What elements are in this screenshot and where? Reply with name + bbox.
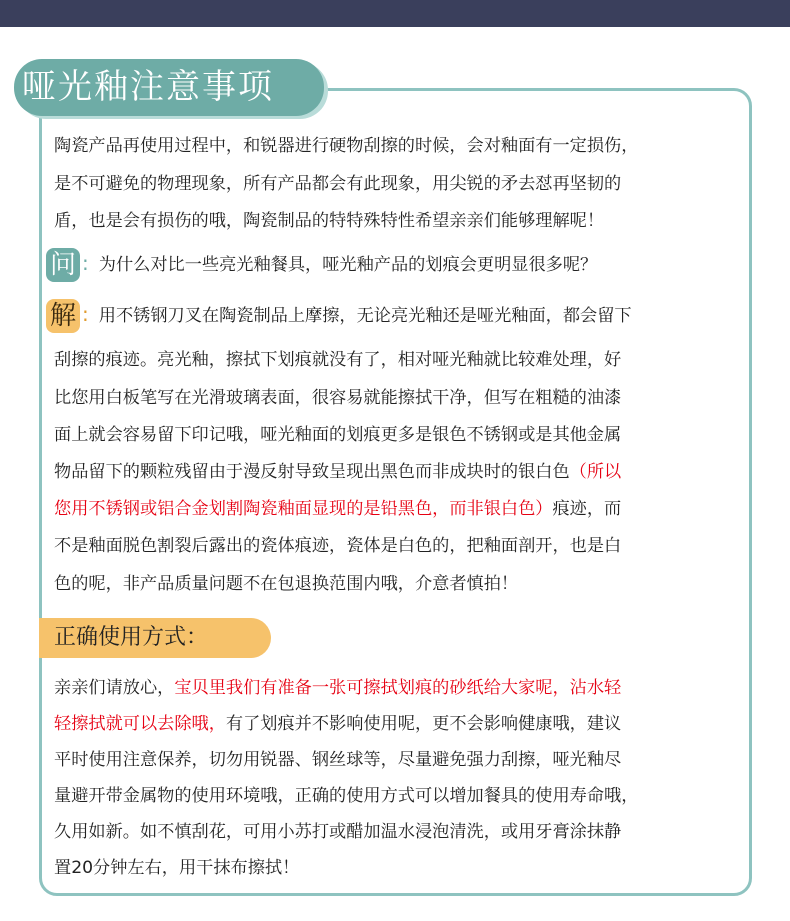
usage-title: 正确使用方式： [54, 625, 209, 650]
usage-line-3: 平时使用注意保养，切勿用锐器、钢丝球等，尽量避免强力刮擦，哑光釉尽 [54, 750, 622, 770]
usage-line-1-text: 亲亲们请放心， [54, 678, 175, 698]
question-colon: : [82, 251, 89, 275]
question-badge: 问 [46, 248, 80, 282]
usage-line-1 [54, 670, 754, 708]
section-title: 哑光釉注意事项 [22, 67, 274, 107]
question-text: 为什么对比一些亮光釉餐具，哑光釉产品的划痕会更明显很多呢？ [98, 255, 598, 275]
answer-line-6-text: 痕迹，而 [552, 499, 622, 519]
answer-line-7: 不是釉面脱色割裂后露出的瓷体痕迹，瓷体是白色的，把釉面剖开，也是白 [54, 536, 622, 556]
intro-line-2: 是不可避免的物理现象，所有产品都会有此现象，用尖锐的矛去怼再坚韧的 [54, 174, 622, 194]
answer-line-3: 比您用白板笔写在光滑玻璃表面，很容易就能擦拭干净，但写在粗糙的油漆 [54, 388, 622, 408]
answer-line-4: 面上就会容易留下印记哦，哑光釉面的划痕更多是银色不锈钢或是其他金属 [54, 425, 622, 445]
answer-line-2: 刮擦的痕迹。亮光釉，擦拭下划痕就没有了，相对哑光釉就比较难处理，好 [54, 350, 622, 370]
answer-line-8: 色的呢，非产品质量问题不在包退换范围内哦，介意者慎拍！ [54, 574, 519, 594]
question-line [46, 245, 746, 285]
answer-line-6 [54, 491, 754, 529]
answer-badge: 解 [46, 299, 80, 333]
usage-line-2 [54, 706, 754, 744]
usage-line-5: 久用如新。如不慎刮花，可用小苏打或醋加温水浸泡清洗，或用牙膏涂抹静 [54, 822, 622, 842]
usage-line-1-highlight: 宝贝里我们有准备一张可擦拭划痕的砂纸给大家呢，沾水轻 [174, 678, 622, 698]
answer-line-5-text: 物品留下的颗粒残留由于漫反射导致呈现出黑色而非成块时的银白色 [54, 462, 570, 482]
usage-line-2-text: 有了划痕并不影响使用呢，更不会影响健康哦，建议 [225, 714, 622, 734]
intro-line-3: 盾，也是会有损伤的哦，陶瓷制品的特特殊特性希望亲亲们能够理解呢！ [54, 211, 605, 231]
intro-line-1: 陶瓷产品再使用过程中，和锐器进行硬物刮擦的时候，会对釉面有一定损伤， [54, 136, 639, 156]
answer-line-6-note: 您用不锈钢或铝合金划割陶瓷釉面显现的是铅黑色，而非银白色） [54, 499, 553, 519]
answer-line-5 [54, 454, 754, 492]
top-banner-bar [0, 0, 790, 27]
usage-line-6: 置20分钟左右，用干抹布擦拭！ [54, 858, 300, 878]
usage-line-2-highlight: 轻擦拭就可以去除哦， [54, 714, 226, 734]
answer-colon: : [82, 302, 89, 326]
answer-text-first: 用不锈钢刀叉在陶瓷制品上摩擦，无论亮光釉还是哑光釉面，都会留下 [98, 306, 632, 326]
usage-line-4: 量避开带金属物的使用环境哦，正确的使用方式可以增加餐具的使用寿命哦， [54, 786, 639, 806]
answer-line-5-note: （所以 [569, 462, 622, 482]
answer-line-1 [46, 296, 746, 336]
